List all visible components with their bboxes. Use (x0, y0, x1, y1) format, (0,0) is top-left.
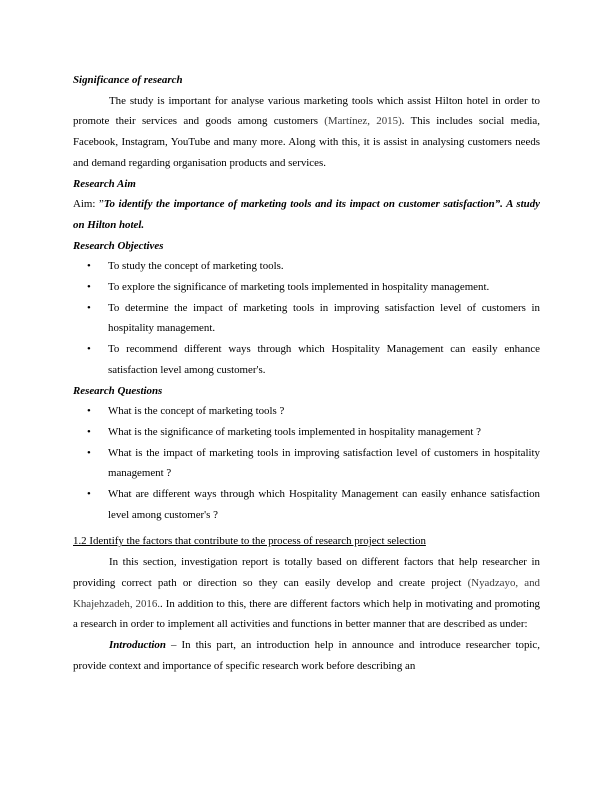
objectives-list (73, 256, 540, 380)
introduction-label: Introduction (109, 638, 166, 651)
section-citation: (Nyadzayo, and Khajehzadeh, 2016. (73, 576, 540, 610)
question-item (73, 484, 540, 525)
significance-text-end: . This includes social media, Facebook, Instagram, YouTube and many more. Along with this, it is assist in analysing customers needs and demand regarding organisation products and services. (73, 115, 540, 169)
objective-text: To determine the impact of marketing tools in improving satisfaction level of customers in hospitality management. (108, 301, 540, 335)
bullet-icon: • (87, 281, 91, 294)
objective-item (73, 256, 540, 277)
section-text-start: In this section, investigation report is totally based on different factors that help researcher in providing correct path or direction so they can easily develop and create project (73, 556, 540, 589)
bullet-icon: • (87, 425, 91, 438)
question-item (73, 422, 540, 443)
question-text: What is the concept of marketing tools ? (108, 405, 285, 418)
section-paragraph-1 (73, 552, 540, 635)
questions-list (73, 401, 540, 525)
objective-item (73, 339, 540, 380)
significance-citation: (Martínez, 2015) (324, 115, 402, 128)
bullet-icon: • (87, 446, 91, 459)
significance-text-start: The study is important for analyse various marketing tools which assist Hilton hotel in order to promote their services and goods among customers (73, 94, 540, 128)
objective-text: To recommend different ways through which Hospitality Management can easily enhance satisfaction level among customer's. (108, 343, 540, 376)
section-title: 1.2 Identify the factors that contribute to the process of research project selection (73, 535, 426, 548)
section-text-end: . In addition to this, there are different factors which help in motivating and promoting a research in order to implement all activities and functions in better manner that are described as under: (73, 597, 540, 631)
introduction-paragraph (73, 635, 540, 676)
question-text: What are different ways through which Hospitality Management can easily enhance satisfaction level among customer's ? (108, 488, 540, 521)
significance-paragraph (73, 91, 540, 174)
bullet-icon: • (87, 260, 91, 273)
bullet-icon: • (87, 301, 91, 314)
bullet-icon: • (87, 343, 91, 356)
objectives-heading: Research Objectives (73, 239, 164, 252)
significance-heading: Significance of research (73, 74, 183, 86)
questions-heading: Research Questions (73, 384, 163, 397)
bullet-icon: • (87, 488, 91, 501)
aim-heading: Research Aim (73, 177, 136, 190)
introduction-text: – In this part, an introduction help in announce and introduce researcher topic, provide context and importance of specific research work before describing an (73, 638, 540, 672)
page-content (73, 70, 540, 676)
bullet-icon: • (87, 405, 91, 418)
objective-text: To study the concept of marketing tools. (108, 260, 284, 273)
objective-item (73, 277, 540, 298)
question-item (73, 443, 540, 484)
question-text: What is the impact of marketing tools in improving satisfaction level of customers in hospitality management ? (108, 446, 540, 480)
aim-text: To identify the importance of marketing tools and its impact on customer satisfaction”. A study on Hilton hotel. (73, 198, 540, 231)
aim-paragraph (73, 194, 540, 235)
question-item (73, 401, 540, 422)
objective-text: To explore the significance of marketing tools implemented in hospitality management. (108, 281, 490, 294)
aim-prefix: Aim: ” (73, 198, 104, 211)
question-text: What is the significance of marketing tools implemented in hospitality management ? (108, 425, 481, 438)
objective-item (73, 298, 540, 339)
